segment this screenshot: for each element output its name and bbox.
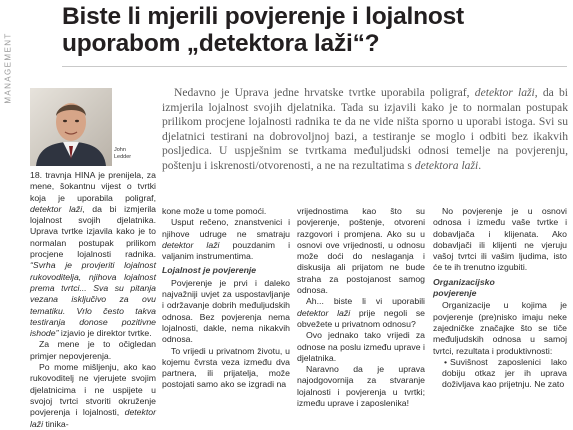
body-column-2 <box>162 206 290 391</box>
col4-paragraph-1: No povjerenje je u osnovi odnosa i između vaše tvrtke i dobavljača i klijenata. Ako dobavljači ili klijenti ne vjeruju vašoj tvrtci ili vašim ljudima, isto će te ih trenutno izgubiti. <box>433 206 567 273</box>
col1-p3-italic: detektor laži <box>30 407 156 429</box>
lead-text-2: , da bi izmjerila lojalnost svojih djelatnika. Tada su izjavili kako je to normalan postupak prilikom procjene lojalnosti radnika te da ne vide ništa sporno u uporabi istoga. Svi su djelatnici testirani na dobrovoljnoj bazi, a testiranje se moglo i odbiti bez ikakvih posljedica. U uspješnim se tvrtkama međuljudski odnosi temelje na povjerenju, poštenju i iskrenosti/otvorenosti, a ne na rezultatima s <box>162 86 569 172</box>
col1-paragraph-1 <box>30 170 156 339</box>
col1-p3-text-b: tinika- <box>43 418 69 429</box>
col1-p1-text-c: izjavio je direktor tvrtke. <box>58 328 152 339</box>
col3-p1-text-a: Ah... biste li vi uporabili <box>306 296 425 307</box>
section-label <box>2 8 14 128</box>
col3-paragraph-0: vrijednostima kao što su povjerenje, poštenje, otvoreni razgovori i promjena. Ako su u osnovi ove vrijednosti, u odnosu može doći do neslaganja i diskusija ali prijatom ne bude straha za postojanost samog odnosa. <box>297 206 425 296</box>
col2-paragraph-1 <box>162 217 290 262</box>
col2-paragraph-0: kone može u tome pomoći. <box>162 206 267 216</box>
lead-text-1: Nedavno je Uprava jedne hrvatske tvrtke uporabila poligraf, <box>174 86 475 99</box>
col2-p1-text-a: Usput rečeno, znanstvenici i njihove udruge ne smatraju <box>162 217 290 239</box>
col2-paragraph-3: To vrijedi u privatnom životu, u kojemu čvrsta veza između dva partnera, ili prijatelja, može postojati samo ako se izgradi na <box>162 345 290 390</box>
col3-p1-italic: detektor laži <box>297 307 351 318</box>
col4-subheading-line-2: povjerenje <box>433 288 477 299</box>
col1-p3-text-a: Po mome mišljenju, ako kao rukovoditelj ne vjerujete svojim djelatnicima i ne uspijete u svojoj tvrtci stvoriti okruženje povjerenja i lojalnosti, <box>30 362 156 418</box>
lead-italic-1: detektor laži <box>474 86 535 99</box>
col2-subheading: Lojalnost je povjerenje <box>162 265 257 276</box>
col1-p1-text-b: , da bi izmjerila lojalnost svojih djelatnika. Uprava tvrtke izjavila kako je to normalan postupak prilikom procjene lojalnosti radnika. <box>30 203 157 260</box>
col3-paragraph-2: Ovo jednako tako vrijedi za odnose na poslu između uprave i djelatnika. <box>297 330 425 363</box>
bullet-icon: • <box>444 356 448 367</box>
lead-paragraph <box>162 86 568 174</box>
col1-p1-text-a: 18. travnja HINA je prenijela, za mene, šokantnu vijest o tvrtki koja je uporabila poligraf, <box>30 170 156 203</box>
col4-bullet-item <box>433 357 567 391</box>
col3-paragraph-3: Naravno da je uprava najodgovornija za stvaranje lojalnosti i povjerenja u tvrtki; između uprave i zaposlenika! <box>297 364 425 409</box>
col1-paragraph-3 <box>30 362 156 430</box>
body-column-1 <box>30 170 156 430</box>
body-column-4 <box>433 206 567 391</box>
author-caption <box>114 147 144 161</box>
col1-p1-italic: detektor laži <box>30 203 83 214</box>
col2-paragraph-2: Povjerenje je prvi i daleko najvažniji uvjet za uspostavljanje i održavanje dobrih međuljudskih odnosa. Bez povjerenja nema lojalnosti, dakle, nema nikakvih odnosa. <box>162 277 290 345</box>
author-portrait-image <box>30 88 112 166</box>
lead-text-3: . <box>478 158 482 172</box>
col4-paragraph-2: Organizacije u kojima je povjerenje (pre)nisko imaju neke zajedničke značajke što se tiče međuljudskih odnosa u samoj tvrtci, rezultata i produktivnosti: <box>433 300 567 356</box>
body-column-3 <box>297 206 425 409</box>
headline-divider <box>62 66 567 67</box>
col1-p1-quote: “Svrha je provjeriti lojalnost rukovoditelja, njihova lojalnost prema tvrtci... Sva su pitanja vezana isključivo za ovu tematiku. Vrlo često takva testiranja donose pozitivne ishode” <box>30 260 156 339</box>
author-photo <box>30 88 112 166</box>
col4-subheading-line-1: Organizacijsko <box>433 276 495 287</box>
article-headline: Biste li mjerili povjerenje i lojalnost uporabom „detektora laži“? <box>62 3 465 57</box>
col3-paragraph-1 <box>297 296 425 330</box>
col4-bullet-text: Suvišnost zaposlenici lako dobiju otkaz jer ih uprava doživljava kao prijetnju. Ne zato <box>442 356 567 390</box>
col1-paragraph-2: Za mene je to očigledan primjer nepovjerenja. <box>30 339 156 361</box>
author-last-name: Ledder <box>114 154 132 160</box>
lead-italic-2: detektora laži <box>414 158 479 172</box>
section-label-text: MANAGEMENT <box>3 32 13 104</box>
author-first-name: John <box>114 147 126 153</box>
col2-p1-italic: detektor laži <box>162 239 220 250</box>
col2-p1-text-b: pouzdanim i valjanim instrumentima. <box>162 239 291 262</box>
col3-p1-text-b: prije negoli se obvežete u privatnom odnosu? <box>297 307 425 329</box>
